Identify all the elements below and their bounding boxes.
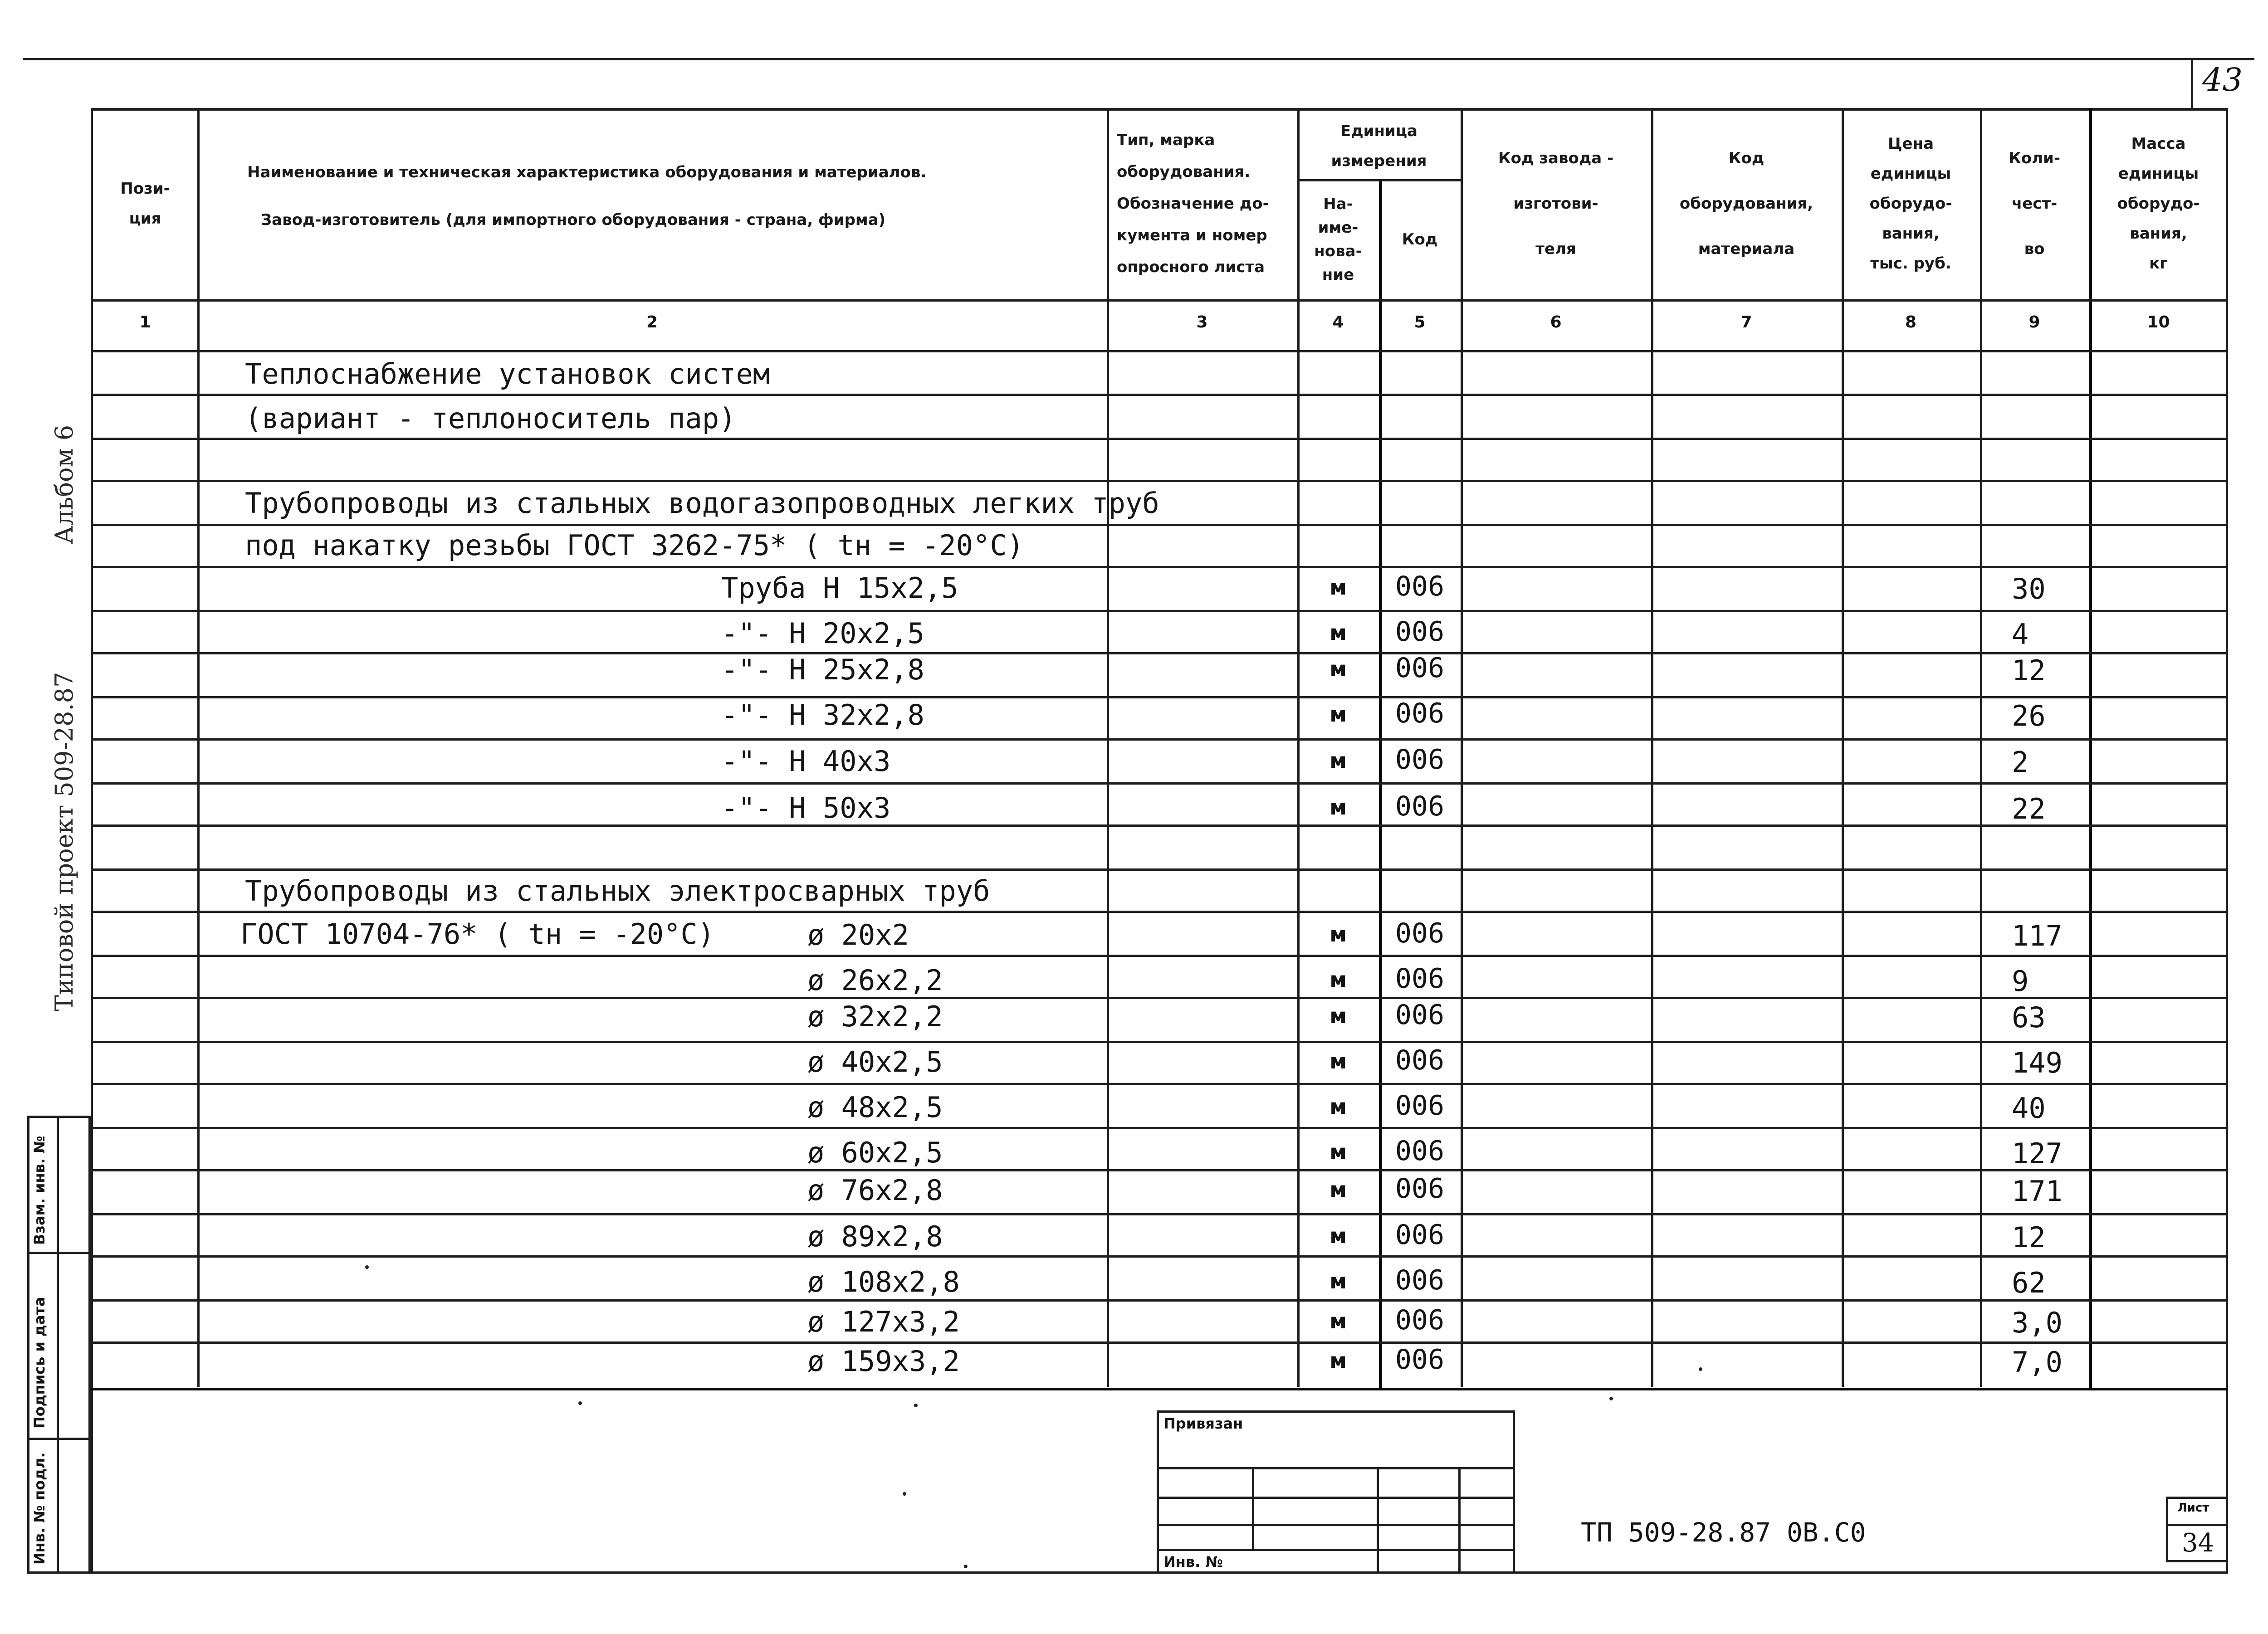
row-line [91, 524, 2228, 526]
item-qty: 40 [2012, 1092, 2046, 1125]
row-line [91, 824, 2228, 827]
header-equipment-code: Код оборудования, материала [1679, 149, 1813, 258]
item-code: 006 [1395, 1044, 1445, 1076]
header-factory-code: Код завода - изготови- теля [1498, 149, 1614, 258]
section-title-5: Трубопроводы из стальных электросварных труб [245, 874, 990, 907]
top-rule [23, 58, 2254, 60]
colnum-bottom-line [91, 350, 2228, 352]
item-unit: м [1330, 1348, 1347, 1373]
privyazan-vline-1 [1252, 1467, 1254, 1549]
sheet-number: 34 [2182, 1528, 2214, 1558]
left-stamp-sep-2 [27, 1438, 91, 1440]
item-qty: 62 [2012, 1266, 2046, 1299]
item-name: ø 40х2,5 [807, 1045, 943, 1078]
header-unit: Единица измерения [1331, 122, 1427, 170]
item-code: 006 [1395, 616, 1445, 648]
item-name: ø 89х2,8 [807, 1220, 943, 1253]
sheet-label: Лист [2177, 1501, 2209, 1515]
privyazan-line-1 [1157, 1467, 1515, 1469]
row-line [91, 566, 2228, 568]
col-num-3: 3 [1196, 313, 1208, 332]
header-unit-name: На- име- нова- ние [1314, 195, 1362, 284]
item-qty: 30 [2012, 572, 2046, 605]
section-title-1: Теплоснабжение установок систем [245, 357, 770, 390]
row-line [91, 1083, 2228, 1085]
header-unit-code: Код [1402, 230, 1438, 249]
item-qty: 12 [2012, 654, 2046, 687]
scan-speck [1699, 1367, 1702, 1371]
item-name: -"- Н 32х2,8 [721, 698, 924, 732]
left-stamp-sep-1 [27, 1252, 91, 1254]
privyazan-line-2 [1157, 1497, 1515, 1499]
podpis-data-label: Подпись и дата [31, 1297, 48, 1429]
header-position: Пози- ция [120, 180, 170, 228]
item-unit: м [1330, 657, 1347, 681]
item-unit: м [1330, 967, 1347, 992]
inv-podl-label: Инв. № подл. [31, 1452, 48, 1565]
item-qty: 9 [2012, 965, 2029, 998]
item-qty: 149 [2012, 1046, 2063, 1079]
row-line [91, 394, 2228, 396]
col-line-4 [1379, 179, 1382, 1390]
col-num-8: 8 [1905, 313, 1917, 332]
item-unit: м [1330, 1177, 1347, 1202]
col-num-7: 7 [1740, 313, 1752, 332]
scan-speck [365, 1265, 369, 1269]
item-code: 006 [1395, 1264, 1445, 1296]
header-quantity: Коли- чест- во [2009, 149, 2060, 258]
table-bottom-line [91, 1388, 2228, 1390]
privyazan-line-3 [1157, 1524, 1515, 1526]
item-code: 006 [1395, 917, 1445, 949]
privyazan-line-4 [1157, 1549, 1515, 1551]
vzam-inv-label: Взам. инв. № [31, 1136, 48, 1245]
item-name: ø 127х3,2 [807, 1305, 960, 1338]
scan-speck [903, 1492, 906, 1496]
col-num-1: 1 [139, 313, 151, 332]
row-line [91, 1127, 2228, 1129]
header-mass: Масса единицы оборудо- вания, кг [2117, 135, 2200, 273]
item-code: 006 [1395, 1135, 1445, 1167]
item-qty: 7,0 [2012, 1346, 2063, 1379]
row-line [91, 1341, 2228, 1344]
left-stamp-divider [57, 1116, 59, 1574]
item-code: 006 [1395, 697, 1445, 729]
section-title-2: (вариант - теплоноситель пар) [245, 402, 736, 435]
item-name: ø 26х2,2 [807, 964, 943, 997]
item-qty: 117 [2012, 919, 2063, 952]
col-num-9: 9 [2028, 313, 2040, 332]
item-unit: м [1330, 1049, 1347, 1073]
inv-no-label: Инв. № [1163, 1553, 1223, 1571]
item-qty: 3,0 [2012, 1306, 2063, 1339]
item-unit: м [1330, 702, 1347, 727]
item-qty: 63 [2012, 1001, 2046, 1034]
col-num-10: 10 [2147, 313, 2170, 332]
section-title-4: под накатку резьбы ГОСТ 3262-75* ( tн = -20°С) [245, 529, 1024, 562]
col-num-4: 4 [1332, 313, 1344, 332]
sheet-box-divider [2166, 1524, 2228, 1526]
item-name: ø 60х2,5 [807, 1136, 943, 1169]
privyazan-vline-3 [1458, 1467, 1461, 1574]
item-code: 006 [1395, 1173, 1445, 1205]
item-name: ø 159х3,2 [807, 1345, 960, 1378]
item-unit: м [1330, 1094, 1347, 1119]
item-unit: м [1330, 795, 1347, 819]
item-qty: 26 [2012, 699, 2046, 732]
header-name-2: Завод-изготовитель (для импортного оборудования - страна, фирма) [261, 211, 886, 229]
item-name: -"- Н 50х3 [721, 791, 891, 824]
item-qty: 4 [2012, 618, 2029, 651]
item-qty: 171 [2012, 1175, 2063, 1208]
document-code: ТП 509-28.87 0В.С0 [1581, 1517, 1866, 1548]
item-unit: м [1330, 1004, 1347, 1028]
row-line [91, 911, 2228, 913]
row-line [91, 738, 2228, 741]
row-line [91, 480, 2228, 482]
item-name: ø 32х2,2 [807, 1000, 943, 1033]
row-line [91, 868, 2228, 871]
header-type: Тип, марка оборудования. Обозначение до- кумента и номер опросного листа [1117, 131, 1269, 276]
item-code: 006 [1395, 571, 1445, 602]
privyazan-vline-2 [1377, 1467, 1379, 1574]
item-unit: м [1330, 922, 1347, 946]
item-qty: 22 [2012, 792, 2046, 825]
item-unit: м [1330, 1309, 1347, 1333]
scan-speck [578, 1401, 582, 1405]
item-name: ø 76х2,8 [807, 1174, 943, 1207]
item-name: Труба Н 15х2,5 [721, 571, 958, 605]
item-code: 006 [1395, 1304, 1445, 1336]
scan-speck [914, 1404, 918, 1407]
section-title-3: Трубопроводы из стальных водогазопроводных легких труб [245, 487, 1159, 520]
item-code: 006 [1395, 1219, 1445, 1251]
row-line [91, 1213, 2228, 1215]
item-code: 006 [1395, 790, 1445, 822]
item-unit: м [1330, 748, 1347, 773]
item-code: 006 [1395, 1344, 1445, 1375]
row-line [91, 1255, 2228, 1258]
header-name-1: Наименование и техническая характеристика оборудования и материалов. [247, 163, 927, 181]
item-qty: 12 [2012, 1221, 2046, 1254]
row-line [91, 782, 2228, 785]
privyazan-label: Привязан [1163, 1415, 1243, 1432]
row-line [91, 696, 2228, 698]
item-name: ø 48х2,5 [807, 1091, 943, 1124]
item-name: -"- Н 25х2,8 [721, 653, 924, 686]
scan-speck [964, 1565, 968, 1568]
col-num-2: 2 [646, 313, 658, 332]
row-line [91, 1169, 2228, 1171]
item-code: 006 [1395, 1090, 1445, 1122]
scan-speck [1609, 1397, 1613, 1400]
item-name: -"- Н 40х3 [721, 745, 891, 778]
row-line [91, 438, 2228, 440]
item-qty: 2 [2012, 746, 2029, 779]
item-unit: м [1330, 575, 1347, 600]
row-line [91, 997, 2228, 999]
item-unit: м [1330, 1269, 1347, 1293]
header-bottom-line [91, 299, 2228, 302]
row-line [91, 610, 2228, 612]
item-unit: м [1330, 1224, 1347, 1248]
item-code: 006 [1395, 999, 1445, 1031]
row-line [91, 1041, 2228, 1043]
item-name: ø 20х2 [807, 918, 909, 951]
col-num-6: 6 [1550, 313, 1562, 332]
page-number: 43 [2202, 61, 2243, 98]
project-label: Типовой проект 509-28.87 [50, 672, 78, 1011]
item-qty: 127 [2012, 1137, 2063, 1170]
header-price: Цена единицы оборудо- вания, тыс. руб. [1869, 135, 1952, 273]
row-line [91, 955, 2228, 957]
section-title-6: ГОСТ 10704-76* ( tн = -20°С) [240, 917, 715, 951]
page-number-box-left [2191, 58, 2193, 108]
item-code: 006 [1395, 744, 1445, 776]
item-unit: м [1330, 620, 1347, 645]
item-code: 006 [1395, 963, 1445, 995]
item-code: 006 [1395, 652, 1445, 684]
album-label: Альбом 6 [50, 424, 78, 544]
item-name: ø 108х2,8 [807, 1265, 960, 1298]
row-line [91, 652, 2228, 654]
row-line [91, 1299, 2228, 1302]
item-name: -"- Н 20х2,5 [721, 617, 924, 650]
item-unit: м [1330, 1140, 1347, 1164]
col-num-5: 5 [1414, 313, 1426, 332]
